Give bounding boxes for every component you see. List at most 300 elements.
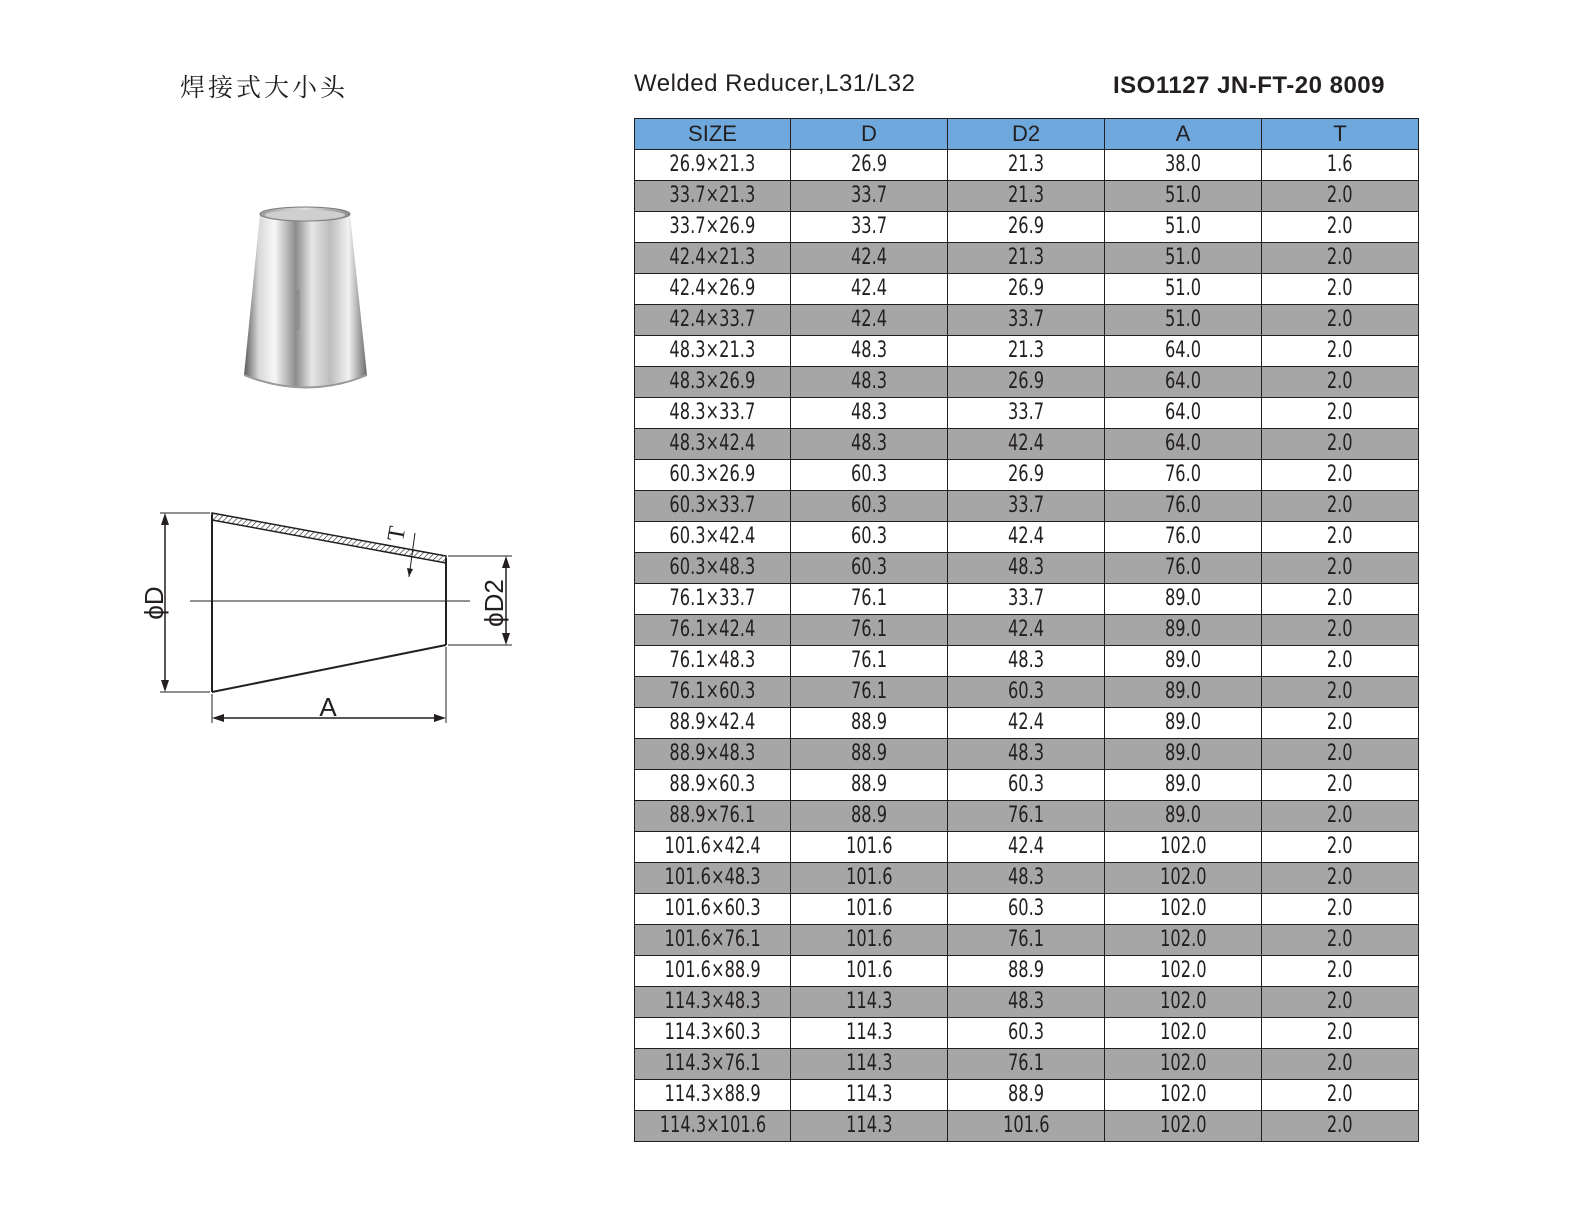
table-cell — [1262, 398, 1419, 429]
cell-value: 64.0 — [1164, 338, 1202, 363]
cell-value: 26.9 — [1007, 214, 1045, 239]
table-cell — [635, 987, 791, 1018]
table-cell — [791, 150, 948, 181]
table-cell — [635, 429, 791, 460]
table-cell — [1105, 150, 1262, 181]
table-cell — [791, 491, 948, 522]
table-cell — [791, 646, 948, 677]
cell-value: 48.3 — [1007, 555, 1045, 580]
cell-value: 48.3×42.4 — [669, 431, 756, 456]
table-cell — [948, 956, 1105, 987]
cell-value: 2.0 — [1327, 865, 1353, 890]
table-cell — [1105, 832, 1262, 863]
cell-value: 76.0 — [1164, 524, 1202, 549]
table-cell — [1105, 739, 1262, 770]
table-cell — [948, 708, 1105, 739]
table-cell — [1105, 925, 1262, 956]
cell-value: 2.0 — [1327, 958, 1353, 983]
cell-value: 2.0 — [1327, 741, 1353, 766]
dimension-table — [634, 118, 1419, 1142]
cell-value: 2.0 — [1327, 462, 1353, 487]
cell-value: 60.3×42.4 — [669, 524, 756, 549]
cell-value: 2.0 — [1327, 648, 1353, 673]
table-row — [635, 243, 1419, 274]
table-cell — [948, 894, 1105, 925]
table-cell — [791, 925, 948, 956]
table-row — [635, 832, 1419, 863]
table-row — [635, 522, 1419, 553]
table-cell — [1262, 677, 1419, 708]
cell-value: 76.1 — [1007, 1051, 1045, 1076]
cell-value: 26.9×21.3 — [669, 152, 756, 177]
cell-value: 76.1 — [850, 617, 888, 642]
label-d2: ϕD2 — [479, 579, 509, 627]
table-cell — [948, 460, 1105, 491]
cell-value: 89.0 — [1164, 741, 1202, 766]
table-cell — [1105, 956, 1262, 987]
table-cell — [635, 491, 791, 522]
cell-value: 42.4 — [1007, 834, 1045, 859]
cell-value: 2.0 — [1327, 710, 1353, 735]
table-cell — [635, 615, 791, 646]
table-cell — [1105, 491, 1262, 522]
cell-value: 114.3×60.3 — [664, 1020, 761, 1045]
cell-value: 2.0 — [1327, 896, 1353, 921]
cell-value: 88.9 — [850, 741, 888, 766]
table-row — [635, 646, 1419, 677]
table-cell — [948, 150, 1105, 181]
table-cell — [1105, 460, 1262, 491]
cell-value: 101.6 — [845, 958, 893, 983]
table-row — [635, 1111, 1419, 1142]
table-row — [635, 181, 1419, 212]
table-cell — [1262, 801, 1419, 832]
standard-code: ISO1127 JN-FT-20 8009 — [1113, 72, 1385, 99]
table-cell — [1262, 212, 1419, 243]
table-cell — [948, 677, 1105, 708]
cell-value: 101.6 — [845, 927, 893, 952]
cell-value: 33.7 — [850, 214, 888, 239]
table-cell — [791, 305, 948, 336]
cell-value: 48.3 — [1007, 865, 1045, 890]
table-cell — [1105, 212, 1262, 243]
cell-value: 2.0 — [1327, 1082, 1353, 1107]
table-cell — [1262, 336, 1419, 367]
cell-value: 76.0 — [1164, 555, 1202, 580]
cell-value: 26.9 — [850, 152, 888, 177]
table-cell — [1105, 305, 1262, 336]
table-cell — [635, 925, 791, 956]
table-cell — [1262, 305, 1419, 336]
table-cell — [635, 646, 791, 677]
table-cell — [948, 987, 1105, 1018]
cell-value: 21.3 — [1007, 152, 1045, 177]
column-header: A — [1105, 119, 1262, 150]
table-header-row — [635, 119, 1419, 150]
table-row — [635, 894, 1419, 925]
table-cell — [948, 398, 1105, 429]
cell-value: 2.0 — [1327, 524, 1353, 549]
table-cell — [791, 398, 948, 429]
table-row — [635, 708, 1419, 739]
cell-value: 88.9 — [850, 772, 888, 797]
cell-value: 2.0 — [1327, 834, 1353, 859]
table-row — [635, 615, 1419, 646]
table-cell — [791, 739, 948, 770]
cell-value: 42.4 — [850, 307, 888, 332]
cell-value: 60.3×48.3 — [669, 555, 756, 580]
cell-value: 21.3 — [1007, 338, 1045, 363]
table-row — [635, 305, 1419, 336]
table-cell — [1262, 367, 1419, 398]
cell-value: 89.0 — [1164, 772, 1202, 797]
cell-value: 101.6×60.3 — [664, 896, 761, 921]
cell-value: 26.9 — [1007, 369, 1045, 394]
cell-value: 2.0 — [1327, 214, 1353, 239]
cell-value: 60.3×26.9 — [669, 462, 756, 487]
cell-value: 89.0 — [1164, 648, 1202, 673]
table-cell — [635, 770, 791, 801]
table-cell — [635, 150, 791, 181]
cell-value: 33.7 — [1007, 307, 1045, 332]
table-cell — [1262, 987, 1419, 1018]
cell-value: 42.4 — [850, 245, 888, 270]
label-t: T — [383, 524, 412, 544]
cell-value: 33.7 — [1007, 586, 1045, 611]
table-cell — [635, 367, 791, 398]
cell-value: 42.4 — [1007, 524, 1045, 549]
cell-value: 2.0 — [1327, 276, 1353, 301]
column-header: SIZE — [635, 119, 791, 150]
cell-value: 51.0 — [1164, 276, 1202, 301]
table-row — [635, 553, 1419, 584]
cell-value: 76.1 — [1007, 803, 1045, 828]
cell-value: 48.3 — [850, 400, 888, 425]
table-cell — [1105, 801, 1262, 832]
cell-value: 51.0 — [1164, 214, 1202, 239]
table-cell — [791, 429, 948, 460]
cell-value: 102.0 — [1159, 927, 1207, 952]
cell-value: 2.0 — [1327, 1113, 1353, 1138]
table-cell — [635, 801, 791, 832]
table-cell — [635, 708, 791, 739]
cell-value: 60.3 — [1007, 1020, 1045, 1045]
reducer-product-photo — [232, 200, 382, 400]
table-cell — [1262, 1049, 1419, 1080]
table-cell — [635, 1111, 791, 1142]
cell-value: 89.0 — [1164, 586, 1202, 611]
cell-value: 33.7 — [850, 183, 888, 208]
cell-value: 51.0 — [1164, 245, 1202, 270]
table-cell — [635, 398, 791, 429]
cell-value: 101.6×42.4 — [664, 834, 761, 859]
cell-value: 33.7 — [1007, 493, 1045, 518]
table-cell — [635, 305, 791, 336]
cell-value: 101.6 — [845, 896, 893, 921]
cell-value: 88.9×60.3 — [669, 772, 756, 797]
cell-value: 21.3 — [1007, 183, 1045, 208]
cell-value: 2.0 — [1327, 307, 1353, 332]
table-cell — [791, 1049, 948, 1080]
table-cell — [791, 708, 948, 739]
table-cell — [948, 305, 1105, 336]
table-cell — [791, 987, 948, 1018]
cell-value: 33.7×21.3 — [669, 183, 756, 208]
table-cell — [1105, 243, 1262, 274]
cell-value: 89.0 — [1164, 679, 1202, 704]
cell-value: 114.3×48.3 — [664, 989, 761, 1014]
cell-value: 51.0 — [1164, 307, 1202, 332]
table-cell — [948, 274, 1105, 305]
cell-value: 114.3 — [845, 1051, 893, 1076]
table-cell — [791, 584, 948, 615]
table-cell — [948, 863, 1105, 894]
cell-value: 102.0 — [1159, 834, 1207, 859]
cell-value: 48.3 — [1007, 741, 1045, 766]
column-header: D2 — [948, 119, 1105, 150]
table-cell — [791, 553, 948, 584]
table-cell — [1262, 956, 1419, 987]
table-cell — [1105, 615, 1262, 646]
cell-value: 21.3 — [1007, 245, 1045, 270]
cell-value: 2.0 — [1327, 772, 1353, 797]
cell-value: 102.0 — [1159, 1082, 1207, 1107]
table-cell — [635, 243, 791, 274]
table-cell — [948, 770, 1105, 801]
table-cell — [635, 677, 791, 708]
cell-value: 101.6 — [845, 865, 893, 890]
table-cell — [948, 584, 1105, 615]
table-cell — [948, 336, 1105, 367]
cell-value: 114.3 — [845, 1082, 893, 1107]
table-cell — [1105, 1049, 1262, 1080]
table-cell — [791, 1018, 948, 1049]
cell-value: 2.0 — [1327, 989, 1353, 1014]
cell-value: 88.9 — [1007, 1082, 1045, 1107]
table-cell — [1262, 553, 1419, 584]
table-cell — [1105, 770, 1262, 801]
column-header: T — [1262, 119, 1419, 150]
table-cell — [1262, 925, 1419, 956]
table-cell — [948, 212, 1105, 243]
table-row — [635, 212, 1419, 243]
cell-value: 60.3×33.7 — [669, 493, 756, 518]
cell-value: 114.3×101.6 — [659, 1113, 766, 1138]
table-cell — [948, 553, 1105, 584]
table-cell — [1105, 1018, 1262, 1049]
cell-value: 42.4 — [1007, 710, 1045, 735]
table-cell — [1105, 708, 1262, 739]
table-row — [635, 336, 1419, 367]
cell-value: 2.0 — [1327, 1020, 1353, 1045]
cell-value: 60.3 — [850, 555, 888, 580]
cell-value: 42.4 — [850, 276, 888, 301]
cell-value: 76.1×33.7 — [669, 586, 756, 611]
cell-value: 102.0 — [1159, 865, 1207, 890]
cell-value: 2.0 — [1327, 245, 1353, 270]
table-cell — [948, 181, 1105, 212]
cell-value: 60.3 — [850, 493, 888, 518]
table-cell — [1262, 522, 1419, 553]
cell-value: 48.3 — [1007, 989, 1045, 1014]
cell-value: 76.1 — [850, 648, 888, 673]
cell-value: 2.0 — [1327, 183, 1353, 208]
cell-value: 1.6 — [1327, 152, 1353, 177]
table-row — [635, 801, 1419, 832]
label-a: A — [319, 692, 337, 722]
table-row — [635, 367, 1419, 398]
table-cell — [1105, 677, 1262, 708]
table-cell — [791, 336, 948, 367]
table-cell — [1105, 181, 1262, 212]
table-cell — [1262, 150, 1419, 181]
cell-value: 60.3 — [1007, 896, 1045, 921]
cell-value: 48.3 — [850, 431, 888, 456]
table-row — [635, 987, 1419, 1018]
table-cell — [1262, 243, 1419, 274]
table-cell — [1105, 646, 1262, 677]
cell-value: 76.1 — [850, 586, 888, 611]
title-english: Welded Reducer,L31/L32 — [634, 70, 916, 97]
cell-value: 2.0 — [1327, 1051, 1353, 1076]
table-cell — [1105, 274, 1262, 305]
table-cell — [1262, 460, 1419, 491]
table-cell — [1262, 274, 1419, 305]
column-header: D — [791, 119, 948, 150]
table-row — [635, 429, 1419, 460]
table-row — [635, 956, 1419, 987]
cell-value: 2.0 — [1327, 369, 1353, 394]
table-cell — [948, 646, 1105, 677]
cell-value: 114.3 — [845, 1113, 893, 1138]
table-row — [635, 1049, 1419, 1080]
table-cell — [1105, 987, 1262, 1018]
table-cell — [948, 832, 1105, 863]
table-row — [635, 150, 1419, 181]
table-cell — [635, 584, 791, 615]
cell-value: 42.4 — [1007, 617, 1045, 642]
table-cell — [1105, 863, 1262, 894]
label-d: ϕD — [139, 586, 169, 620]
cell-value: 2.0 — [1327, 586, 1353, 611]
table-cell — [791, 894, 948, 925]
table-cell — [948, 243, 1105, 274]
table-row — [635, 739, 1419, 770]
cell-value: 48.3 — [850, 338, 888, 363]
cell-value: 102.0 — [1159, 1020, 1207, 1045]
table-row — [635, 1080, 1419, 1111]
cell-value: 102.0 — [1159, 958, 1207, 983]
cell-value: 88.9×42.4 — [669, 710, 756, 735]
cell-value: 101.6×76.1 — [664, 927, 761, 952]
table-row — [635, 677, 1419, 708]
table-cell — [1262, 739, 1419, 770]
cell-value: 33.7×26.9 — [669, 214, 756, 239]
cell-value: 64.0 — [1164, 369, 1202, 394]
cell-value: 60.3 — [1007, 679, 1045, 704]
table-cell — [791, 1080, 948, 1111]
cell-value: 51.0 — [1164, 183, 1202, 208]
cell-value: 76.0 — [1164, 462, 1202, 487]
table-cell — [1262, 615, 1419, 646]
table-row — [635, 925, 1419, 956]
cell-value: 2.0 — [1327, 338, 1353, 363]
table-cell — [791, 243, 948, 274]
table-cell — [635, 1080, 791, 1111]
cell-value: 114.3×76.1 — [664, 1051, 761, 1076]
table-cell — [1105, 553, 1262, 584]
cell-value: 64.0 — [1164, 400, 1202, 425]
table-cell — [1105, 367, 1262, 398]
table-cell — [635, 274, 791, 305]
table-cell — [791, 832, 948, 863]
cell-value: 114.3 — [845, 1020, 893, 1045]
table-cell — [1105, 1111, 1262, 1142]
table-cell — [948, 1111, 1105, 1142]
table-cell — [635, 212, 791, 243]
cell-value: 48.3 — [1007, 648, 1045, 673]
table-cell — [791, 801, 948, 832]
table-cell — [635, 1018, 791, 1049]
table-cell — [1105, 336, 1262, 367]
table-cell — [791, 522, 948, 553]
cell-value: 48.3 — [850, 369, 888, 394]
table-cell — [1105, 584, 1262, 615]
cell-value: 102.0 — [1159, 1051, 1207, 1076]
table-cell — [635, 863, 791, 894]
table-cell — [791, 615, 948, 646]
cell-value: 76.0 — [1164, 493, 1202, 518]
table-cell — [1105, 429, 1262, 460]
cell-value: 60.3 — [850, 462, 888, 487]
cell-value: 26.9 — [1007, 276, 1045, 301]
table-cell — [635, 181, 791, 212]
cell-value: 101.6×48.3 — [664, 865, 761, 890]
cell-value: 2.0 — [1327, 927, 1353, 952]
table-cell — [635, 522, 791, 553]
cell-value: 33.7 — [1007, 400, 1045, 425]
table-cell — [791, 274, 948, 305]
table-row — [635, 1018, 1419, 1049]
cell-value: 48.3×33.7 — [669, 400, 756, 425]
table-cell — [948, 367, 1105, 398]
table-cell — [1262, 646, 1419, 677]
cell-value: 76.1×42.4 — [669, 617, 756, 642]
cell-value: 48.3×26.9 — [669, 369, 756, 394]
cell-value: 88.9×76.1 — [669, 803, 756, 828]
table-row — [635, 491, 1419, 522]
table-cell — [791, 367, 948, 398]
table-cell — [948, 1018, 1105, 1049]
cell-value: 60.3 — [1007, 772, 1045, 797]
cell-value: 2.0 — [1327, 555, 1353, 580]
table-cell — [1262, 894, 1419, 925]
table-cell — [948, 925, 1105, 956]
cell-value: 2.0 — [1327, 400, 1353, 425]
table-cell — [635, 832, 791, 863]
cell-value: 76.1 — [850, 679, 888, 704]
cell-value: 88.9 — [850, 710, 888, 735]
table-row — [635, 770, 1419, 801]
cell-value: 2.0 — [1327, 431, 1353, 456]
table-cell — [791, 677, 948, 708]
cell-value: 101.6 — [1002, 1113, 1050, 1138]
cell-value: 114.3 — [845, 989, 893, 1014]
cell-value: 89.0 — [1164, 710, 1202, 735]
cell-value: 76.1 — [1007, 927, 1045, 952]
table-cell — [948, 1049, 1105, 1080]
table-cell — [635, 739, 791, 770]
